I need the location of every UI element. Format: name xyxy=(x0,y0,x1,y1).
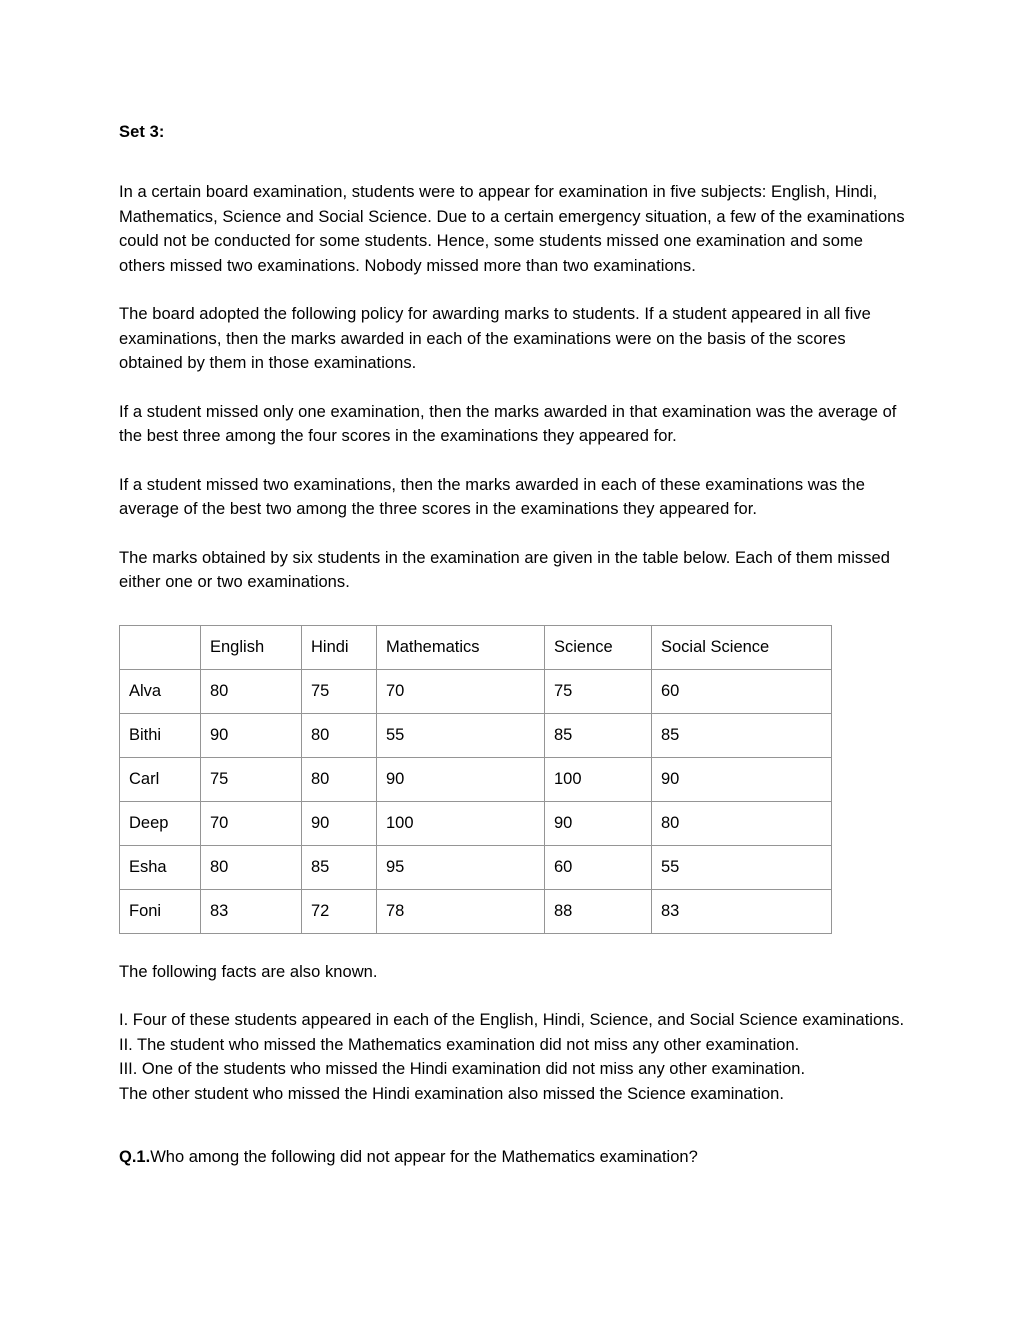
cell-mathematics: 100 xyxy=(377,801,545,845)
question-1 xyxy=(119,1145,905,1170)
cell-hindi: 80 xyxy=(302,757,377,801)
cell-student-name: Foni xyxy=(120,889,201,933)
question-text: Who among the following did not appear for the Mathematics examination? xyxy=(150,1147,698,1166)
cell-science: 75 xyxy=(545,669,652,713)
table-header-hindi: Hindi xyxy=(302,625,377,669)
spacer xyxy=(119,934,905,960)
spacer xyxy=(119,144,905,180)
table-row xyxy=(120,845,832,889)
fact-item-3-continued: The other student who missed the Hindi examination also missed the Science examination. xyxy=(119,1084,784,1103)
spacer xyxy=(119,522,905,546)
fact-item-3: III. One of the students who missed the Hindi examination did not miss any other examination. xyxy=(119,1060,806,1078)
spacer xyxy=(119,595,905,625)
cell-mathematics: 78 xyxy=(377,889,545,933)
cell-english: 70 xyxy=(201,801,302,845)
cell-social-science: 60 xyxy=(652,669,832,713)
cell-social-science: 80 xyxy=(652,801,832,845)
spacer xyxy=(119,984,905,1008)
cell-hindi: 90 xyxy=(302,801,377,845)
table-header-science: Science xyxy=(545,625,652,669)
table-header-english: English xyxy=(201,625,302,669)
spacer xyxy=(119,1106,905,1128)
cell-hindi: 72 xyxy=(302,889,377,933)
cell-science: 90 xyxy=(545,801,652,845)
marks-table xyxy=(119,625,832,934)
table-row xyxy=(120,801,832,845)
cell-social-science: 55 xyxy=(652,845,832,889)
table-row xyxy=(120,757,832,801)
policy-paragraph: The board adopted the following policy for awarding marks to students. If a student appeared in all five examinations, then the marks awarded in each of the examinations were on the basis of the scores obtained by them in those examinations. xyxy=(119,305,871,372)
two-missed-rule-paragraph: If a student missed two examinations, then the marks awarded in each of these examinations was the average of the best two among the three scores in the examinations they appeared for. xyxy=(119,475,865,518)
table-intro-paragraph: The marks obtained by six students in the examination are given in the table below. Each of them missed either one or two examinations. xyxy=(119,548,890,591)
fact-item-2: II. The student who missed the Mathematics examination did not miss any other examination. xyxy=(119,1035,800,1054)
cell-student-name: Esha xyxy=(120,845,201,889)
cell-english: 80 xyxy=(201,669,302,713)
cell-english: 83 xyxy=(201,889,302,933)
table-row xyxy=(120,713,832,757)
spacer xyxy=(119,449,905,473)
cell-english: 80 xyxy=(201,845,302,889)
cell-mathematics: 90 xyxy=(377,757,545,801)
cell-student-name: Bithi xyxy=(120,713,201,757)
facts-intro: The following facts are also known. xyxy=(119,962,378,981)
table-header-mathematics: Mathematics xyxy=(377,625,545,669)
one-missed-rule-paragraph: If a student missed only one examination, then the marks awarded in that examination was the average of the best three among the four scores in the examinations they appeared for. xyxy=(119,402,897,445)
cell-student-name: Alva xyxy=(120,669,201,713)
table-row xyxy=(120,669,832,713)
cell-hindi: 80 xyxy=(302,713,377,757)
cell-mathematics: 95 xyxy=(377,845,545,889)
spacer xyxy=(119,278,905,302)
facts-list xyxy=(119,1008,905,1106)
set-heading: Set 3: xyxy=(119,123,165,141)
cell-mathematics: 70 xyxy=(377,669,545,713)
cell-social-science: 85 xyxy=(652,713,832,757)
cell-science: 88 xyxy=(545,889,652,933)
cell-english: 90 xyxy=(201,713,302,757)
cell-science: 100 xyxy=(545,757,652,801)
cell-hindi: 85 xyxy=(302,845,377,889)
table-header-blank xyxy=(120,625,201,669)
cell-hindi: 75 xyxy=(302,669,377,713)
spacer xyxy=(119,376,905,400)
cell-mathematics: 55 xyxy=(377,713,545,757)
table-row xyxy=(120,889,832,933)
intro-paragraph: In a certain board examination, students were to appear for examination in five subjects: English, Hindi, Mathematics, Science and Social Science. Due to a certain emergency situation, a few of the examinations could not be conducted for some students. Hence, some students missed one examination and some others missed two examinations. Nobody missed more than two examinations. xyxy=(119,183,905,275)
cell-science: 85 xyxy=(545,713,652,757)
cell-english: 75 xyxy=(201,757,302,801)
table-header-row xyxy=(120,625,832,669)
cell-social-science: 83 xyxy=(652,889,832,933)
cell-social-science: 90 xyxy=(652,757,832,801)
cell-science: 60 xyxy=(545,845,652,889)
cell-student-name: Deep xyxy=(120,801,201,845)
table-header-social-science: Social Science xyxy=(652,625,832,669)
cell-student-name: Carl xyxy=(120,757,201,801)
question-label: Q.1. xyxy=(119,1147,151,1166)
fact-item-1: I. Four of these students appeared in each of the English, Hindi, Science, and Social Science examinations. xyxy=(119,1011,905,1029)
